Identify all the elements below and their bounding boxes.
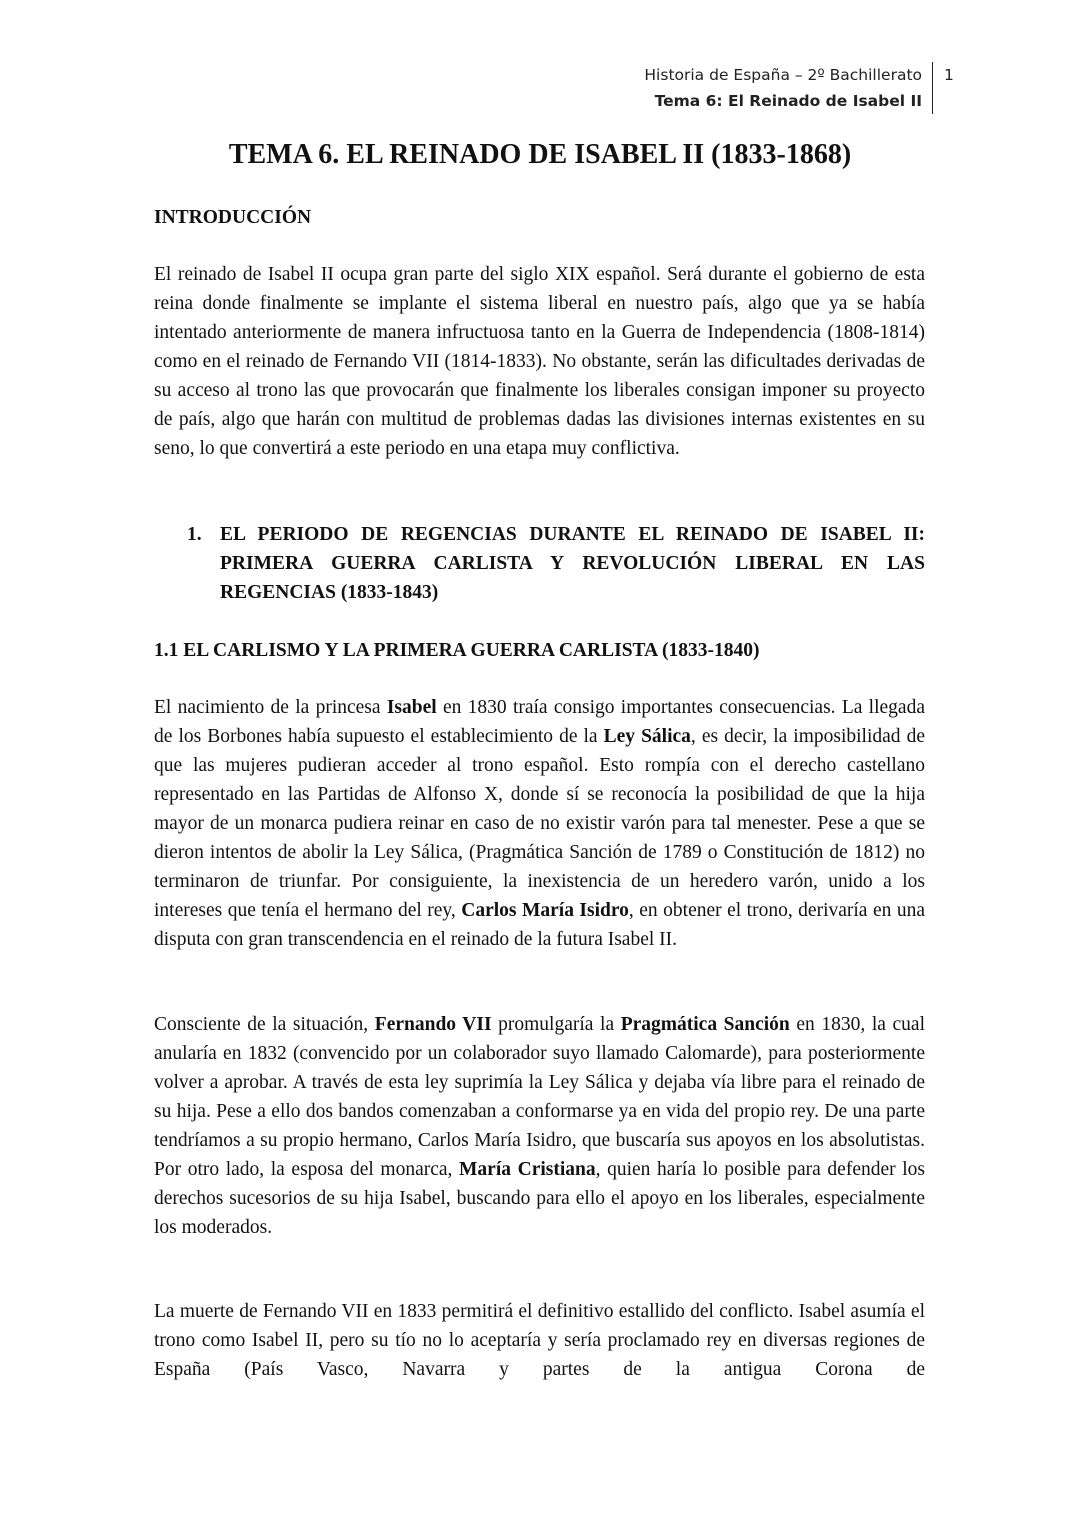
header-topic: Tema 6: El Reinado de Isabel II: [654, 92, 922, 110]
section-number: 1.: [187, 524, 202, 545]
section-title: EL PERIODO DE REGENCIAS DURANTE EL REINADO DE ISABEL II: PRIMERA GUERRA CARLISTA Y REVOLUCIÓN LIBERAL EN LAS REGENCIAS (1833-1843): [220, 524, 925, 603]
bold-term: Fernando VII: [374, 1014, 492, 1035]
text-run: El reinado de Isabel II ocupa gran parte del siglo XIX español. Será durante el gobierno de esta reina donde finalmente se implante el sistema liberal en nuestro país, algo que ya se había intentado anteriormente de manera infructuosa tanto en la Guerra de Independencia (1808-1814) como en el reinado de Fernando VII (1814-1833). No obstante, serán las dificultades derivadas de su acceso al trono las que provocarán que finalmente los liberales consigan imponer su proyecto de país, algo que harán con multitud de problemas dadas las divisiones internas existentes en su seno, lo que convertirá a este periodo en una etapa muy conflictiva.: [154, 264, 925, 459]
text-run: El nacimiento de la princesa: [154, 697, 387, 718]
text-run: , en obtener el trono, derivaría en una disputa con gran transcendencia en el reinado de la futura Isabel II.: [154, 900, 925, 950]
bold-term: María Cristiana: [459, 1159, 596, 1180]
text-run: , quien haría lo posible para defender los derechos sucesorios de su hija Isabel, buscando para ello el apoyo en los liberales, especialmente los moderados.: [154, 1159, 925, 1238]
running-header: [644, 62, 933, 114]
intro-paragraph: [154, 260, 925, 463]
intro-heading: INTRODUCCIÓN: [154, 207, 312, 228]
body-paragraph: [154, 1297, 925, 1384]
subsection-heading: 1.1 EL CARLISMO Y LA PRIMERA GUERRA CARLISTA (1833-1840): [154, 640, 760, 661]
body-paragraph: [154, 1010, 925, 1242]
body-paragraph: [154, 693, 925, 954]
page-number: 1: [944, 66, 954, 84]
bold-term: Isabel: [386, 697, 437, 718]
bold-term: Carlos María Isidro: [461, 900, 629, 921]
bold-term: Ley Sálica: [603, 726, 691, 747]
text-run: Consciente de la situación,: [154, 1014, 375, 1035]
text-run: , es decir, la imposibilidad de que las mujeres pudieran acceder al trono español. Esto rompía con el derecho castellano representado en las Partidas de Alfonso X, donde sí se reconocía la posibilidad de que la hija mayor de un monarca pudiera reinar en caso de no existir varón para tal menester. Pese a que se dieron intentos de abolir la Ley Sálica, (Pragmática Sanción de 1789 o Constitución de 1812) no terminaron de triunfar. Por consiguiente, la inexistencia de un heredero varón, unido a los intereses que tenía el hermano del rey,: [154, 726, 925, 921]
section-1-heading: [187, 520, 925, 607]
text-run: La muerte de Fernando VII en 1833 permitirá el definitivo estallido del conflicto. Isabel asumía el trono como Isabel II, pero su tío no lo aceptaría y sería proclamado rey en diversas regiones de España (País Vasco, Navarra y partes de la antigua Corona de: [154, 1301, 925, 1380]
text-run: promulgaría la: [491, 1014, 621, 1035]
page-title: TEMA 6. EL REINADO DE ISABEL II (1833-1868): [228, 139, 852, 170]
bold-term: Pragmática Sanción: [620, 1014, 790, 1035]
text-run: en 1830 traía consigo importantes consecuencias. La llegada de los Borbones había supuesto el establecimiento de la: [154, 697, 925, 747]
text-run: en 1830, la cual anularía en 1832 (convencido por un colaborador suyo llamado Calomarde), para posteriormente volver a aprobar. A través de esta ley suprimía la Ley Sálica y dejaba vía libre para el reinado de su hija. Pese a ello dos bandos comenzaban a conformarse ya en vida del propio rey. De una parte tendríamos a su propio hermano, Carlos María Isidro, que buscaría sus apoyos en los absolutistas. Por otro lado, la esposa del monarca,: [154, 1014, 925, 1180]
header-course: Historia de España – 2º Bachillerato: [644, 66, 922, 84]
